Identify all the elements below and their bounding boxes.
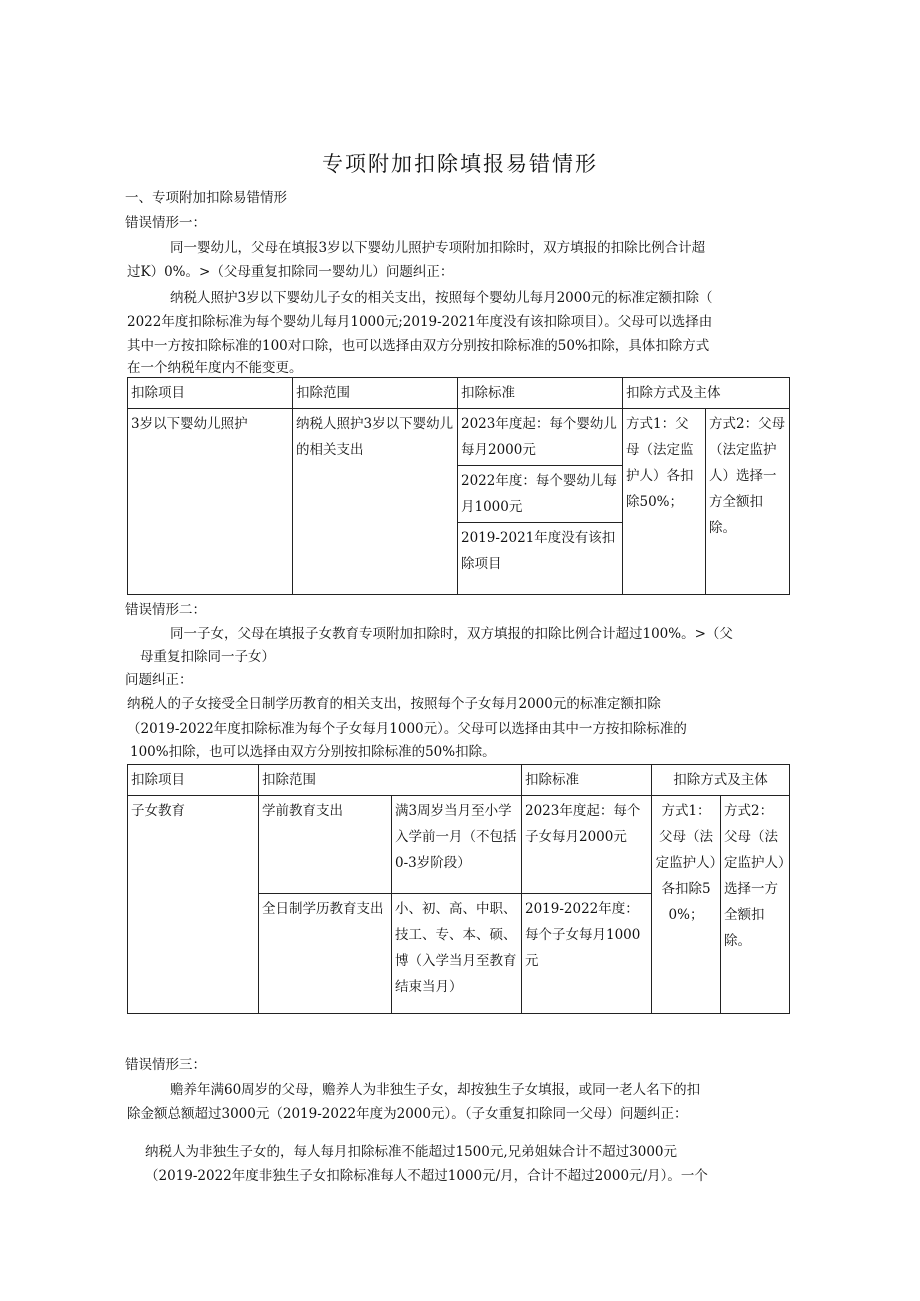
case1-paragraph1-line2: 过K）0%。>（父母重复扣除同一婴幼儿）问题纠正： <box>127 264 454 280</box>
table-cell-mode1: 方式1：父母（法定监护人）各扣除50%； <box>623 409 706 595</box>
case2-paragraph2-line1: 纳税人的子女接受全日制学历教育的相关支出，按照每个子女每月2000元的标准定额扣除 <box>127 696 661 712</box>
case2-paragraph2-line2: （2019-2022年度扣除标准为每个子女每月1000元）。父母可以选择由其中一方按扣除标准的 <box>127 721 687 737</box>
case3-paragraph2-line2: （2019-2022年度非独生子女扣除标准每人不超过1000元/月，合计不超过2000元/月）。一个 <box>145 1168 708 1184</box>
table-cell-detail: 满3周岁当月至小学入学前一月（不包括0-3岁阶段） <box>392 796 522 894</box>
case3-paragraph1-line1: 赡养年满60周岁的父母，赡养人为非独生子女，却按独生子女填报，或同一老人名下的扣 <box>170 1082 701 1098</box>
table-cell-scope: 全日制学历教育支出 <box>259 894 392 1014</box>
table-cell-mode1: 方式1：父母（法定监护人）各扣除50%； <box>652 796 721 1014</box>
section-heading: 一、专项附加扣除易错情形 <box>125 190 287 206</box>
case1-paragraph2-line3: 其中一方按扣除标准的100对口除，也可以选择由双方分别按扣除标准的50%扣除，具体扣除方式 <box>127 338 710 354</box>
case3-paragraph1-line2: 除金额总额超过3000元（2019-2022年度为2000元）。（子女重复扣除同一父母）问题纠正： <box>127 1106 688 1122</box>
case3-heading: 错误情形三： <box>125 1057 206 1073</box>
case2-fix-label: 问题纠正： <box>125 672 193 688</box>
case1-paragraph2-line4: 在一个纳税年度内不能变更。 <box>127 360 303 376</box>
table-header: 扣除方式及主体 <box>652 765 790 796</box>
case1-paragraph2-line1: 纳税人照护3岁以下婴幼儿子女的相关支出，按照每个婴幼儿每月2000元的标准定额扣除（ <box>170 290 713 306</box>
table-cell-item: 子女教育 <box>128 796 259 1014</box>
case1-heading: 错误情形一： <box>125 215 206 231</box>
case1-paragraph1-line1: 同一婴幼儿，父母在填报3岁以下婴幼儿照护专项附加扣除时，双方填报的扣除比例合计超 <box>170 240 706 256</box>
table-header: 扣除标准 <box>458 378 623 409</box>
case1-paragraph2-line2: 2022年度扣除标准为每个婴幼儿每月1000元;2019-2021年度没有该扣除项目）。父母可以选择由 <box>127 314 713 330</box>
table-cell-standard: 2022年度：每个婴幼儿每月1000元 <box>458 466 623 523</box>
table-cell-detail: 小、初、高、中职、技工、专、本、硕、博（入学当月至教育结束当月） <box>392 894 522 1014</box>
case2-table <box>127 764 790 1014</box>
table-cell-mode2: 方式2：父母（法定监护人）选择一方全额扣除。 <box>721 796 790 1014</box>
table-cell-item: 3岁以下婴幼儿照护 <box>128 409 293 595</box>
table-cell-scope: 纳税人照护3岁以下婴幼儿的相关支出 <box>293 409 458 595</box>
table-cell-standard: 2023年度起：每个婴幼儿每月2000元 <box>458 409 623 466</box>
table-header: 扣除方式及主体 <box>623 378 790 409</box>
case3-paragraph2-line1: 纳税人为非独生子女的，每人每月扣除标准不能超过1500元,兄弟姐妹合计不超过3000元 <box>145 1144 678 1160</box>
table-header: 扣除范围 <box>293 378 458 409</box>
table-cell-standard: 2019-2021年度没有该扣除项目 <box>458 523 623 595</box>
table-header: 扣除项目 <box>128 378 293 409</box>
table-header: 扣除项目 <box>128 765 259 796</box>
case2-heading: 错误情形二： <box>125 602 206 618</box>
case1-table <box>127 377 790 595</box>
table-cell-standard: 2023年度起：每个子女每月2000元 <box>522 796 652 894</box>
table-header: 扣除标准 <box>522 765 652 796</box>
table-header: 扣除范围 <box>259 765 522 796</box>
case2-paragraph1-line2: 母重复扣除同一子女） <box>140 649 275 665</box>
case2-paragraph1-line1: 同一子女，父母在填报子女教育专项附加扣除时，双方填报的扣除比例合计超过100%。>（父 <box>170 626 733 642</box>
case2-paragraph2-line3: 100%扣除，也可以选择由双方分别按扣除标准的50%扣除。 <box>130 744 496 760</box>
table-cell-scope: 学前教育支出 <box>259 796 392 894</box>
page-title: 专项附加扣除填报易错情形 <box>322 152 598 176</box>
table-cell-mode2: 方式2：父母（法定监护人）选择一方全额扣除。 <box>706 409 790 595</box>
table-cell-standard: 2019-2022年度：每个子女每月1000元 <box>522 894 652 1014</box>
